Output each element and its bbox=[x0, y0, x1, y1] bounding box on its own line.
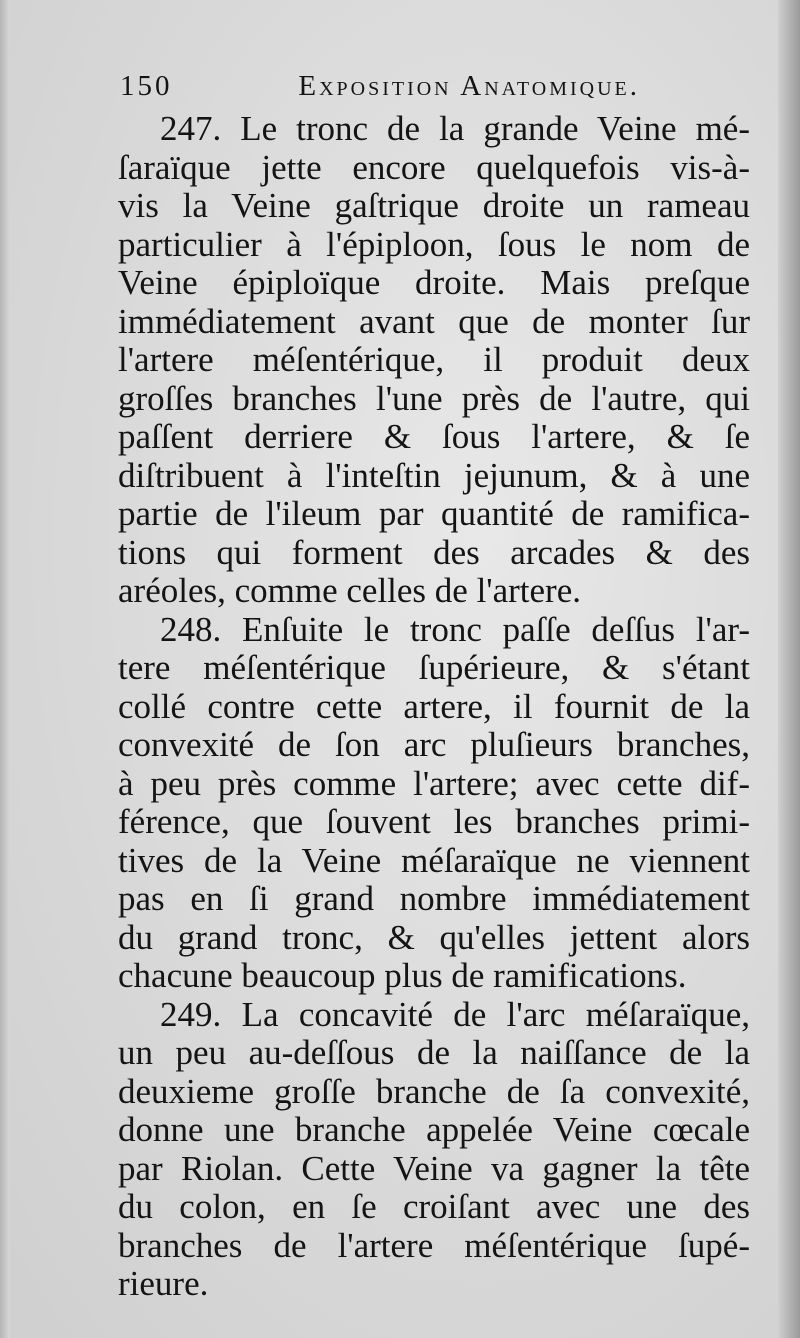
text-line: deuxieme groſſe branche de ſa convexité, bbox=[118, 1071, 750, 1111]
text-line: férence, que ſouvent les branches primi- bbox=[118, 802, 750, 841]
text-line: tions qui forment des arcades & des bbox=[118, 532, 750, 572]
text-line: donne une branche appelée Veine cœcale bbox=[118, 1110, 750, 1149]
text-line: immédiatement avant que de monter ſur bbox=[118, 301, 750, 341]
text-line: particulier à l'épiploon, ſous le nom de bbox=[118, 224, 750, 264]
paragraph-247 bbox=[118, 110, 750, 611]
text-line: vis la Veine gaſtrique droite un rameau bbox=[118, 186, 750, 225]
text-line: branches de l'artere méſentérique ſupé- bbox=[118, 1225, 750, 1265]
page-text bbox=[118, 70, 750, 1304]
text-line: chacune beaucoup plus de ramifications. bbox=[118, 956, 687, 995]
paragraph-249 bbox=[118, 996, 750, 1304]
paragraph-248 bbox=[118, 611, 750, 996]
running-header bbox=[118, 70, 750, 110]
text-line: l'artere méſentérique, il produit deux bbox=[118, 340, 750, 379]
text-line: un peu au-deſſous de la naiſſance de la bbox=[118, 1033, 750, 1072]
text-line: tives de la Veine méſaraïque ne viennent bbox=[118, 840, 750, 880]
text-line: paſſent derriere & ſous l'artere, & ſe bbox=[118, 417, 750, 456]
text-line: 249. La concavité de l'arc méſaraïque, bbox=[160, 994, 750, 1034]
text-line: groſſes branches l'une près de l'autre, qui bbox=[118, 378, 750, 418]
text-line: convexité de ſon arc pluſieurs branches, bbox=[118, 725, 750, 764]
page-number: 150 bbox=[120, 70, 173, 102]
text-line: à peu près comme l'artere; avec cette dif- bbox=[118, 763, 750, 803]
text-line: du colon, en ſe croiſant avec une des bbox=[118, 1187, 750, 1226]
text-line: ſaraïque jette encore quelquefois vis-à- bbox=[118, 147, 750, 187]
text-line: tere méſentérique ſupérieure, & s'étant bbox=[118, 648, 750, 687]
page-right-edge bbox=[778, 0, 800, 1338]
text-line: pas en ſi grand nombre immédiatement bbox=[118, 879, 750, 918]
text-line: aréoles, comme celles de l'artere. bbox=[118, 571, 581, 610]
text-line: du grand tronc, & qu'elles jettent alors bbox=[118, 917, 750, 957]
running-title: Exposition Anatomique. bbox=[298, 70, 640, 102]
text-line: partie de l'ileum par quantité de ramifica- bbox=[118, 494, 750, 533]
text-line: diſtribuent à l'inteſtin jejunum, & à une bbox=[118, 455, 750, 495]
text-line: collé contre cette artere, il fournit de la bbox=[118, 686, 750, 726]
text-line: rieure. bbox=[118, 1264, 209, 1303]
text-line: Veine épiploïque droite. Mais preſque bbox=[118, 263, 750, 302]
text-line: par Riolan. Cette Veine va gagner la tête bbox=[118, 1148, 750, 1188]
page-left-edge bbox=[0, 0, 10, 1338]
text-line: 248. Enſuite le tronc paſſe deſſus l'ar- bbox=[160, 609, 750, 649]
text-line: 247. Le tronc de la grande Veine mé- bbox=[160, 109, 750, 148]
